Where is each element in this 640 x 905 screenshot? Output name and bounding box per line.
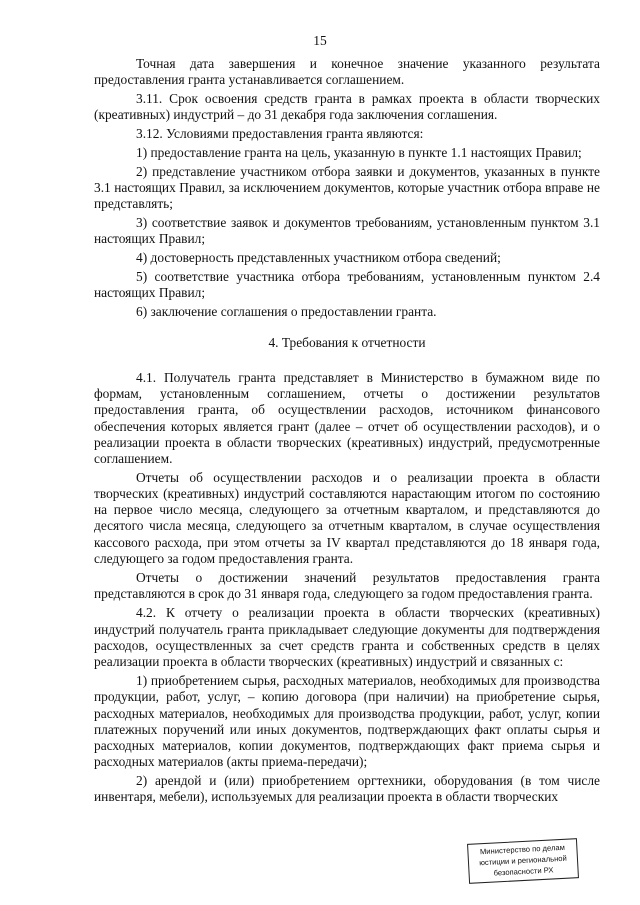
page-number: 15: [313, 33, 327, 48]
paragraph: Отчеты о достижении значений результатов предоставления гранта представляются в срок до 31 января года, следующего за годом предоставления гранта.: [94, 570, 600, 602]
paragraph: 4.2. К отчету о реализации проекта в области творческих (креативных) индустрий получатель гранта прикладывает следующие документы для подтверждения расходов, осуществленных за счет средств гранта и собственных средств в целях реализации проекта в области творческих (креативных) индустрий и связанных с:: [94, 605, 600, 670]
paragraph: Отчеты об осуществлении расходов и о реализации проекта в области творческих (креативных) индустрий составляются нарастающим итогом по состоянию на первое число месяца, следующего за отчетным кварталом, и представляются до десятого числа месяца, следующего за отчетным кварталом, в случае осуществления кассового расхода, при этом отчеты за IV квартал представляются до 18 января года, следующего за годом предоставления гранта.: [94, 469, 600, 566]
list-item: 4) достоверность представленных участником отбора сведений;: [136, 249, 501, 265]
ministry-stamp: [467, 838, 579, 884]
paragraph: Точная дата завершения и конечное значение указанного результата предоставления гранта устанавливается соглашением.: [94, 56, 600, 88]
list-item: 5) соответствие участника отбора требованиям, установленным пунктом 2.4 настоящих Правил;: [94, 268, 600, 300]
list-item: 1) приобретением сырья, расходных материалов, необходимых для производства продукции, работ, услуг, – копию договора (при наличии) на приобретение сырья, расходных материалов, необходимых для производства продукции, работ, услуг, копии платежных поручений или иных документов, подтверждающих факт оплаты сырья и расходных материалов, копии документов, подтверждающих факт приема сырья и расходных материалов (акты приема-передачи);: [94, 673, 600, 770]
list-item: 2) арендой и (или) приобретением оргтехники, оборудования (в том числе инвентаря, мебели), используемых для реализации проекта в области творческих: [94, 773, 600, 805]
paragraph: 3.11. Срок освоения средств гранта в рамках проекта в области творческих (креативных) индустрий – до 31 декабря года заключения соглашения.: [94, 91, 600, 123]
list-item: 1) предоставление гранта на цель, указанную в пункте 1.1 настоящих Правил;: [136, 144, 582, 160]
list-item: 2) представление участником отбора заявки и документов, указанных в пункте 3.1 настоящих Правил, за исключением документов, которые участник отбора вправе не представлять;: [94, 163, 600, 211]
stamp-line: Министерство по делам: [479, 842, 566, 857]
stamp-line: безопасности РХ: [493, 865, 554, 878]
list-item: 6) заключение соглашения о предоставлении гранта.: [136, 303, 437, 319]
list-item: 3) соответствие заявок и документов требованиям, установленным пунктом 3.1 настоящих Правил;: [94, 214, 600, 246]
stamp-line: юстиции и региональной: [478, 853, 567, 868]
section-heading: 4. Требования к отчетности: [268, 334, 426, 350]
paragraph: 4.1. Получатель гранта представляет в Министерство в бумажном виде по формам, установленным соглашением, отчеты о достижении результатов предоставления гранта, об осуществлении расходов, источником финансового обеспечения которых является грант (далее – отчет об осуществлении расходов), и о реализации проекта в области творческих (креативных) индустрий, предусмотренные соглашением.: [94, 370, 600, 467]
document-body: [94, 56, 600, 808]
paragraph: 3.12. Условиями предоставления гранта являются:: [136, 126, 424, 141]
